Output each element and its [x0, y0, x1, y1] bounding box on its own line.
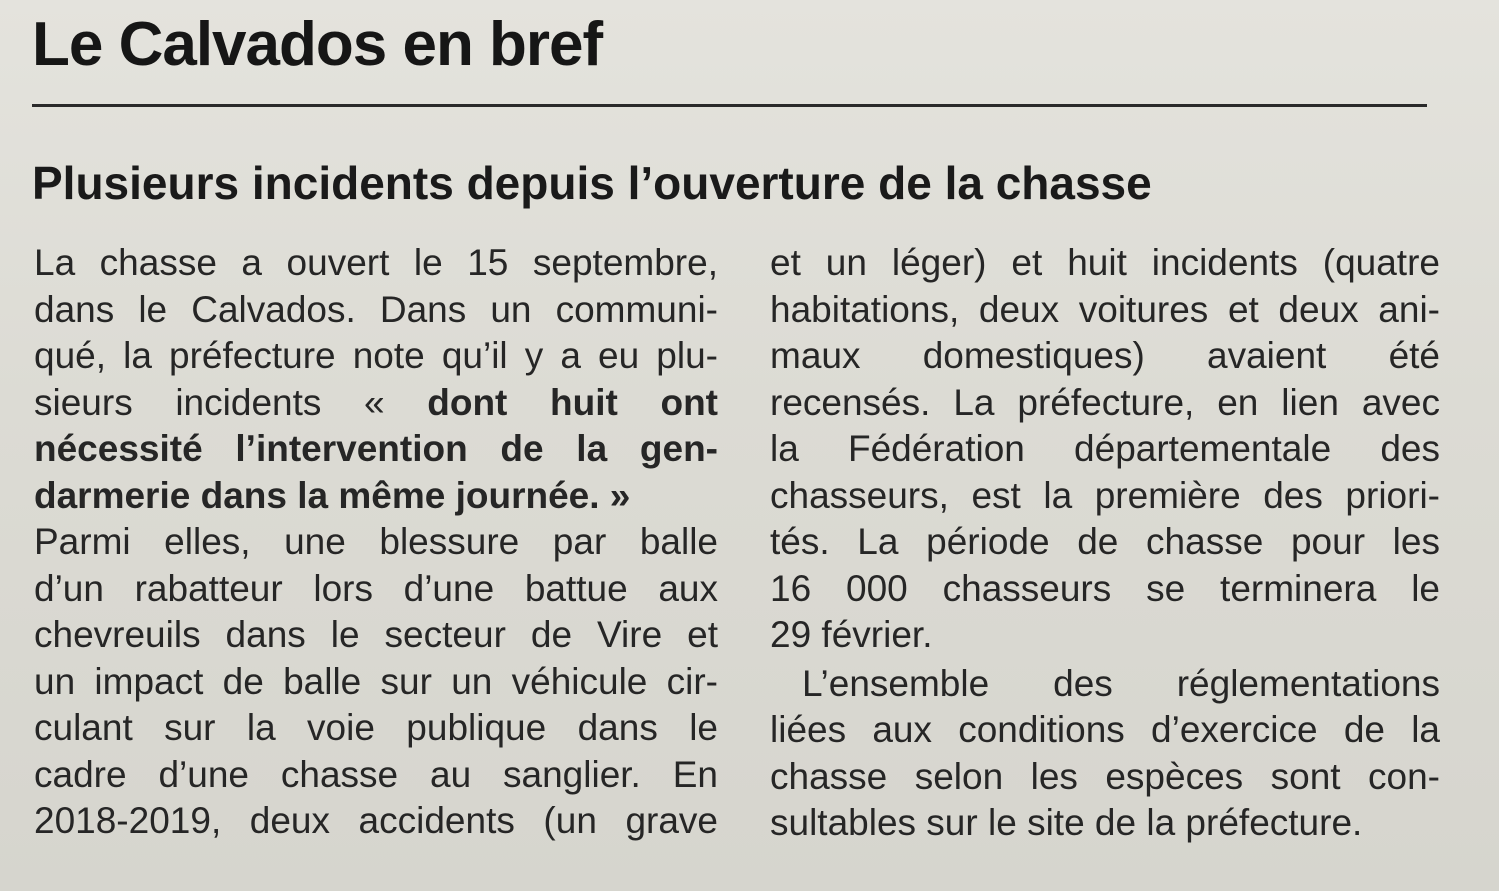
text-line-mixed [34, 380, 718, 427]
article-column-right [770, 240, 1440, 847]
text-line: Parmi elles, une blessure par balle [34, 521, 718, 562]
text-line: chasse selon les espèces sont con- [770, 755, 1440, 797]
text-line: sultables sur le site de la préfecture. [770, 802, 1363, 843]
text-line: culant sur la voie publique dans le [34, 707, 718, 748]
text-line: la Fédération départementale des [770, 428, 1440, 469]
text-line: et un léger) et huit incidents (quatre [770, 242, 1440, 283]
text-line: La chasse a ouvert le 15 septembre, [34, 242, 718, 283]
text-line: cadre d’une chasse au sanglier. En [34, 753, 718, 795]
text-line: 2018-2019, deux accidents (un grave [34, 800, 718, 841]
text-line: chasseurs, est la première des priori- [770, 474, 1440, 516]
quote-run: dont huit ont [427, 381, 718, 423]
text-line: habitations, deux voitures et deux ani- [770, 288, 1440, 330]
article-headline: Plusieurs incidents depuis l’ouverture de la chasse [32, 157, 1152, 209]
text-line: nécessité l’intervention de la gen- [34, 428, 718, 469]
text-line: L’ensemble des réglementations [802, 662, 1440, 704]
section-title: Le Calvados en bref [32, 10, 603, 79]
text-line: d’un rabatteur lors d’une battue aux [34, 567, 718, 609]
text-line: un impact de balle sur un véhicule cir- [34, 660, 718, 702]
article-column-left [34, 240, 718, 845]
text-line: 29 février. [770, 614, 933, 655]
text-line: liées aux conditions d’exercice de la [770, 709, 1440, 750]
text-line: chevreuils dans le secteur de Vire et [34, 614, 718, 655]
text-line: dans le Calvados. Dans un communi- [34, 288, 718, 330]
text-line: darmerie dans la même journée. » [34, 474, 631, 516]
text-line: recensés. La préfecture, en lien avec [770, 381, 1440, 423]
text-line: 16 000 chasseurs se terminera le [770, 567, 1440, 609]
text-line: tés. La période de chasse pour les [770, 521, 1440, 562]
text-line: qué, la préfecture note qu’il y a eu plu- [34, 335, 718, 376]
text-run: sieurs incidents « [34, 381, 428, 423]
text-line: maux domestiques) avaient été [770, 335, 1440, 376]
section-rule [32, 104, 1427, 107]
